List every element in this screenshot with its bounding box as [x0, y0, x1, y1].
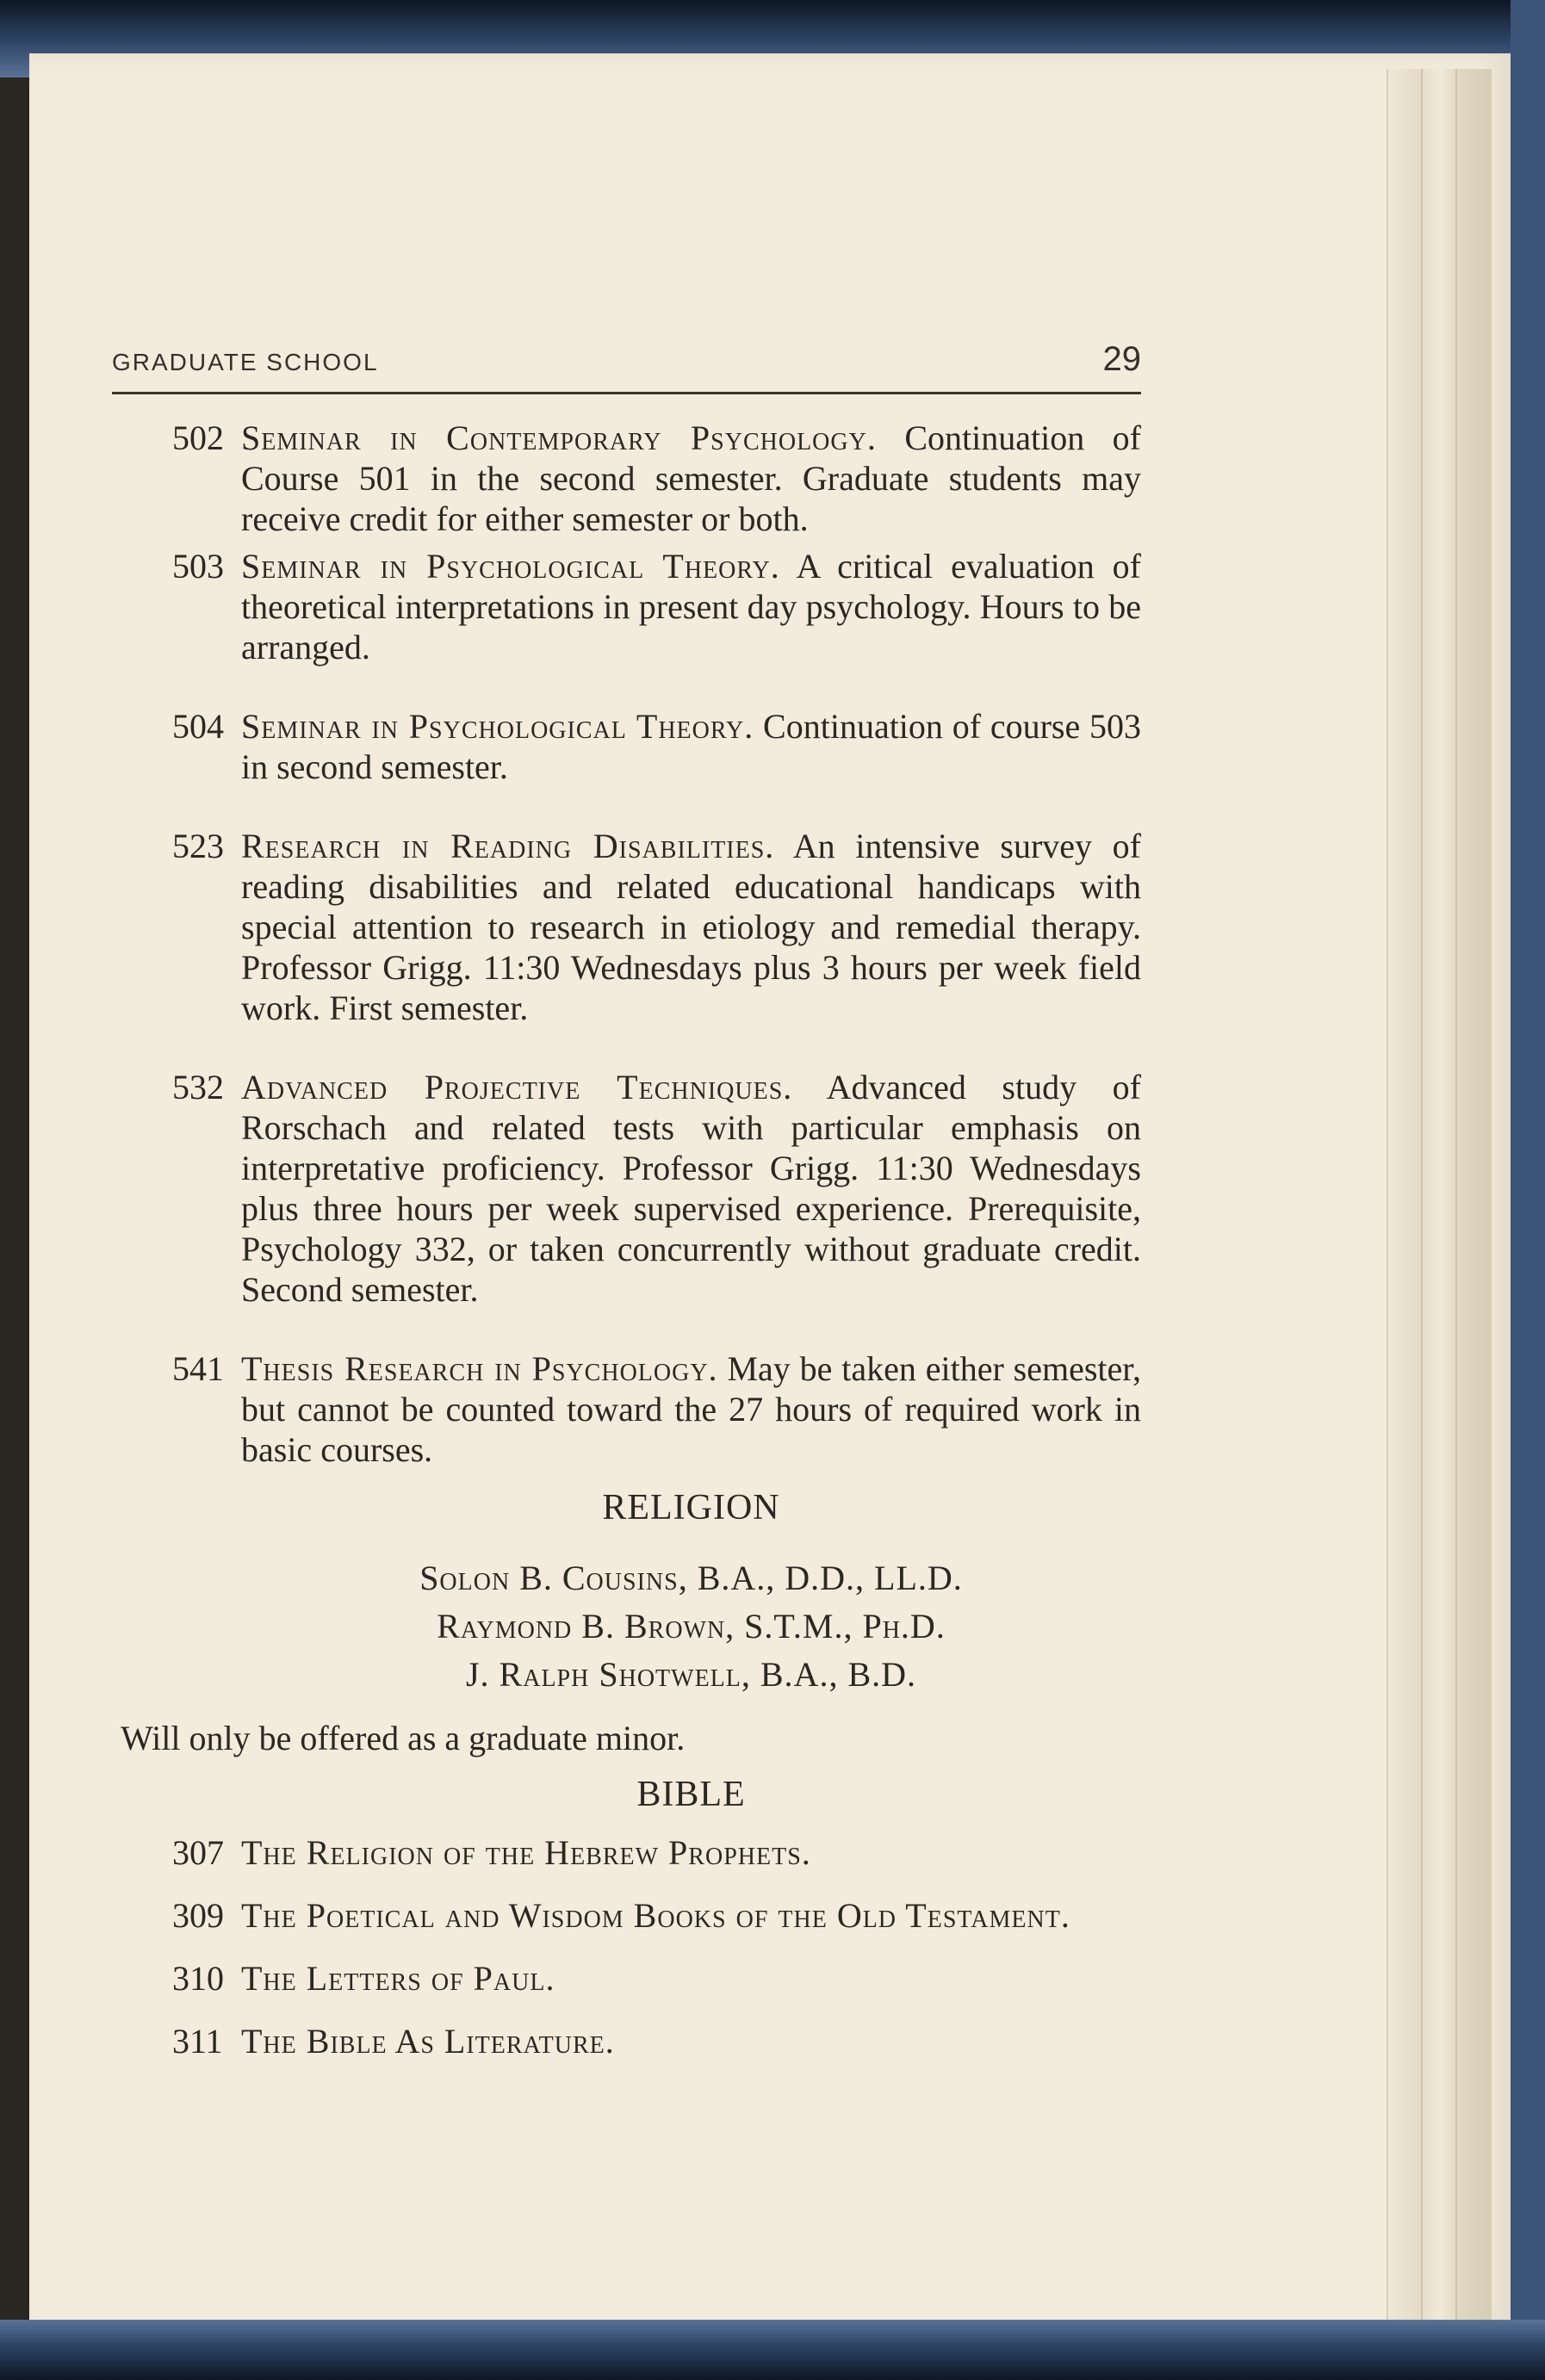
faculty-member: J. Ralph Shotwell, B.A., B.D.: [465, 1655, 917, 1694]
page-content: [112, 0, 1141, 2380]
course-title: Thesis Research in Psychology.: [241, 1349, 718, 1388]
course-list: [121, 418, 1142, 2084]
section-heading-bible: BIBLE: [636, 1775, 746, 1814]
course-description: Advanced study of Rorschach and related tests with particular emphasis on interpretative proficiency. Professor Grigg. 11:30 Wednesdays plus three hours per week supervised experience. Prerequisite, Psychology 332, or taken concurrently without graduate credit. Second semester.: [241, 1068, 1141, 1309]
course-entry: [172, 1895, 1141, 1936]
course-description: Continuation of course 503 in second semester.: [241, 707, 1141, 786]
section-heading-religion: RELIGION: [602, 1488, 780, 1528]
course-number: 503: [172, 547, 224, 586]
course-title: Seminar in Psychological Theory.: [241, 547, 780, 586]
course-number: 523: [172, 827, 224, 865]
course-number: 307: [172, 1833, 224, 1872]
page-edges: [1387, 69, 1492, 2325]
course-entry: [172, 1067, 1141, 1310]
course-title: The Religion of the Hebrew Prophets.: [241, 1833, 811, 1872]
course-number: 541: [172, 1349, 224, 1388]
page-edge-line: [1455, 69, 1457, 2325]
course-number: 309: [172, 1896, 224, 1935]
course-entry: [172, 706, 1141, 787]
course-description: A critical evaluation of theoretical interpretations in present day psychology. Hours to be arranged.: [241, 547, 1141, 666]
course-entry: [172, 546, 1141, 667]
bible-course-list: [172, 1832, 1141, 2061]
page-header: [112, 332, 1141, 394]
course-title: Seminar in Psychological Theory.: [241, 707, 754, 746]
course-description: Continuation of Course 501 in the second semester. Graduate students may receive credit for either semester or both.: [241, 418, 1142, 538]
course-entry: [172, 1348, 1141, 1470]
course-entry: [172, 1958, 1141, 1999]
course-entry: [172, 826, 1141, 1028]
course-number: 502: [172, 418, 224, 457]
course-description: May be taken either semester, but cannot be counted toward the 27 hours of required work in basic courses.: [241, 1349, 1142, 1469]
course-title: The Letters of Paul.: [241, 1959, 555, 1998]
course-title: The Poetical and Wisdom Books of the Old Testament.: [241, 1896, 1070, 1935]
course-number: 532: [172, 1068, 224, 1106]
page-number: 29: [1102, 340, 1141, 378]
faculty-member: Solon B. Cousins, B.A., D.D., LL.D.: [419, 1559, 963, 1597]
running-head: GRADUATE SCHOOL: [112, 349, 379, 375]
course-title: Research in Reading Disabilities.: [241, 827, 775, 865]
book-cover-edge: [1511, 0, 1545, 2380]
course-number: 310: [172, 1959, 224, 1998]
course-number: 504: [172, 707, 224, 746]
course-entry: [172, 1832, 1141, 1873]
religion-note: Will only be offered as a graduate minor.: [121, 1719, 686, 1757]
course-description: An intensive survey of reading disabilities and related educational handicaps with special attention to research in etiology and remedial therapy. Professor Grigg. 11:30 Wednesdays plus 3 hours per week field work. First semester.: [241, 827, 1142, 1027]
faculty-list: [241, 1554, 1141, 1699]
faculty-member: Raymond B. Brown, S.T.M., Ph.D.: [437, 1607, 946, 1646]
course-entry: [172, 418, 1141, 539]
page-edge-line: [1421, 69, 1423, 2325]
course-title: The Bible As Literature.: [241, 2022, 615, 2061]
course-entry: [172, 2021, 1141, 2061]
course-number: 311: [172, 2022, 223, 2061]
course-title: Seminar in Contemporary Psychology.: [241, 418, 877, 457]
course-title: Advanced Projective Techniques.: [241, 1068, 793, 1106]
